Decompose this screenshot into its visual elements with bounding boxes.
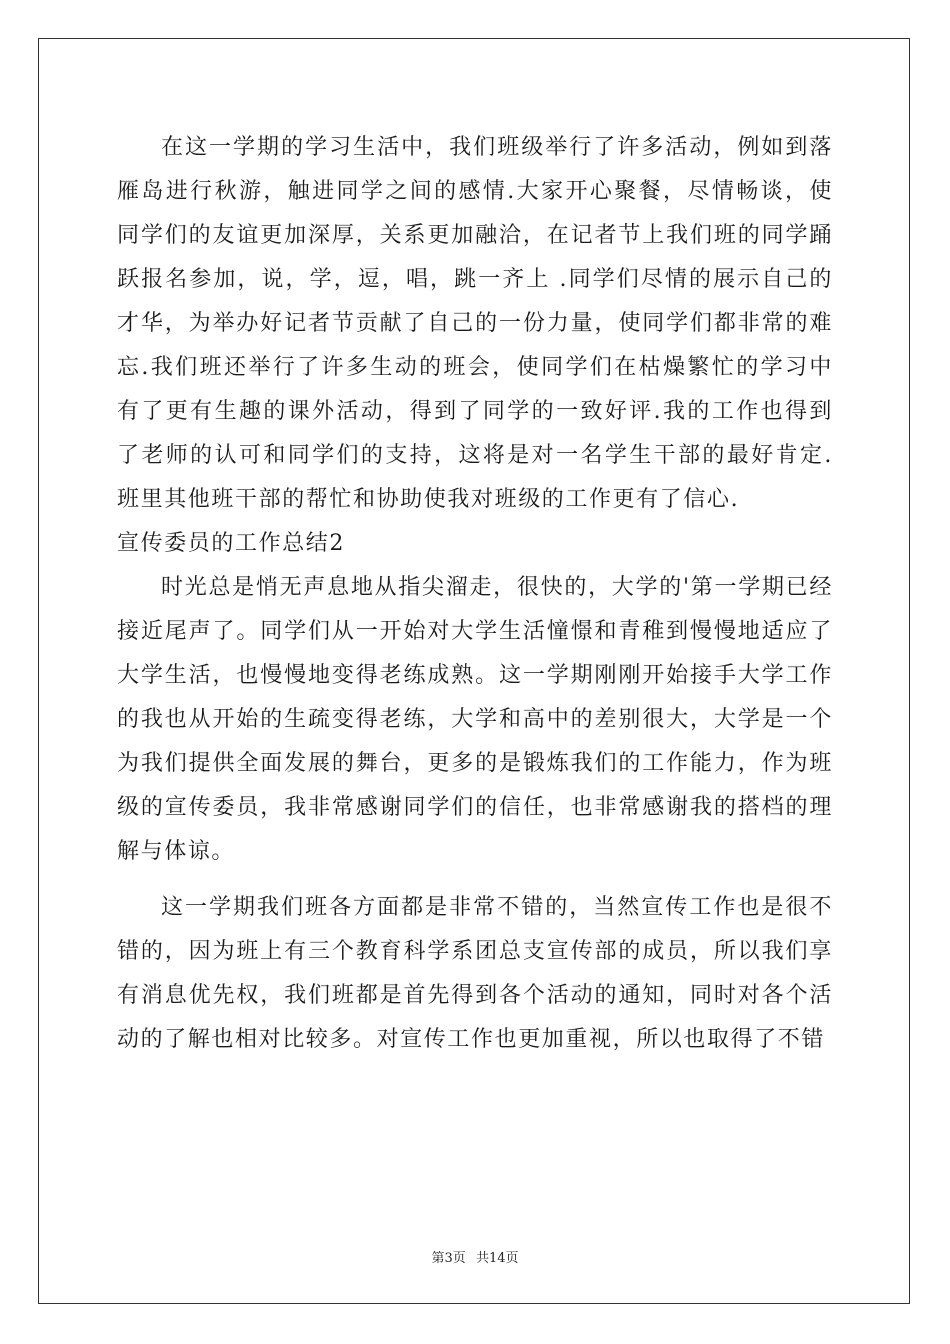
page-number: 第3页 (431, 1251, 466, 1266)
paragraph-1: 在这一学期的学习生活中，我们班级举行了许多活动，例如到落雁岛进行秋游，触进同学之间的感情.大家开心聚餐，尽情畅谈，使同学们的友谊更加深厚，关系更加融洽，在记者节上我们班的同学踊跃报名参加，说，学，逗，唱，跳一齐上 .同学们尽情的展示自己的才华，为举办好记者节贡献了自己的一份力量，使同学们都非常的难忘.我们班还举行了许多生动的班会，使同学们在枯燥繁忙的学习中有了更有生趣的课外活动，得到了同学的一致好评.我的工作也得到了老师的认可和同学们的支持，这将是对一名学生干部的最好肯定.班里其他班干部的帮忙和协助使我对班级的工作更有了信心. (117, 135, 833, 512)
section-heading: 宣传委员的工作总结2 (117, 531, 345, 556)
page-footer (0, 1247, 950, 1266)
paragraph-3: 这一学期我们班各方面都是非常不错的，当然宣传工作也是很不错的，因为班上有三个教育科学系团总支宣传部的成员，所以我们享有消息优先权，我们班都是首先得到各个活动的通知，同时对各个活动的了解也相对比较多。对宣传工作也更加重视，所以也取得了不错 (117, 895, 833, 1052)
document-body (117, 126, 833, 1062)
page-total: 共14页 (475, 1251, 519, 1266)
paragraph-2: 时光总是悄无声息地从指尖溜走，很快的，大学的'第一学期已经接近尾声了。同学们从一开始对大学生活憧憬和青稚到慢慢地适应了大学生活，也慢慢地变得老练成熟。这一学期刚刚开始接手大学工作的我也从开始的生疏变得老练，大学和高中的差别很大，大学是一个为我们提供全面发展的舞台，更多的是锻炼我们的工作能力，作为班级的宣传委员，我非常感谢同学们的信任，也非常感谢我的搭档的理解与体谅。 (117, 575, 833, 864)
paragraph-gap (117, 874, 833, 886)
